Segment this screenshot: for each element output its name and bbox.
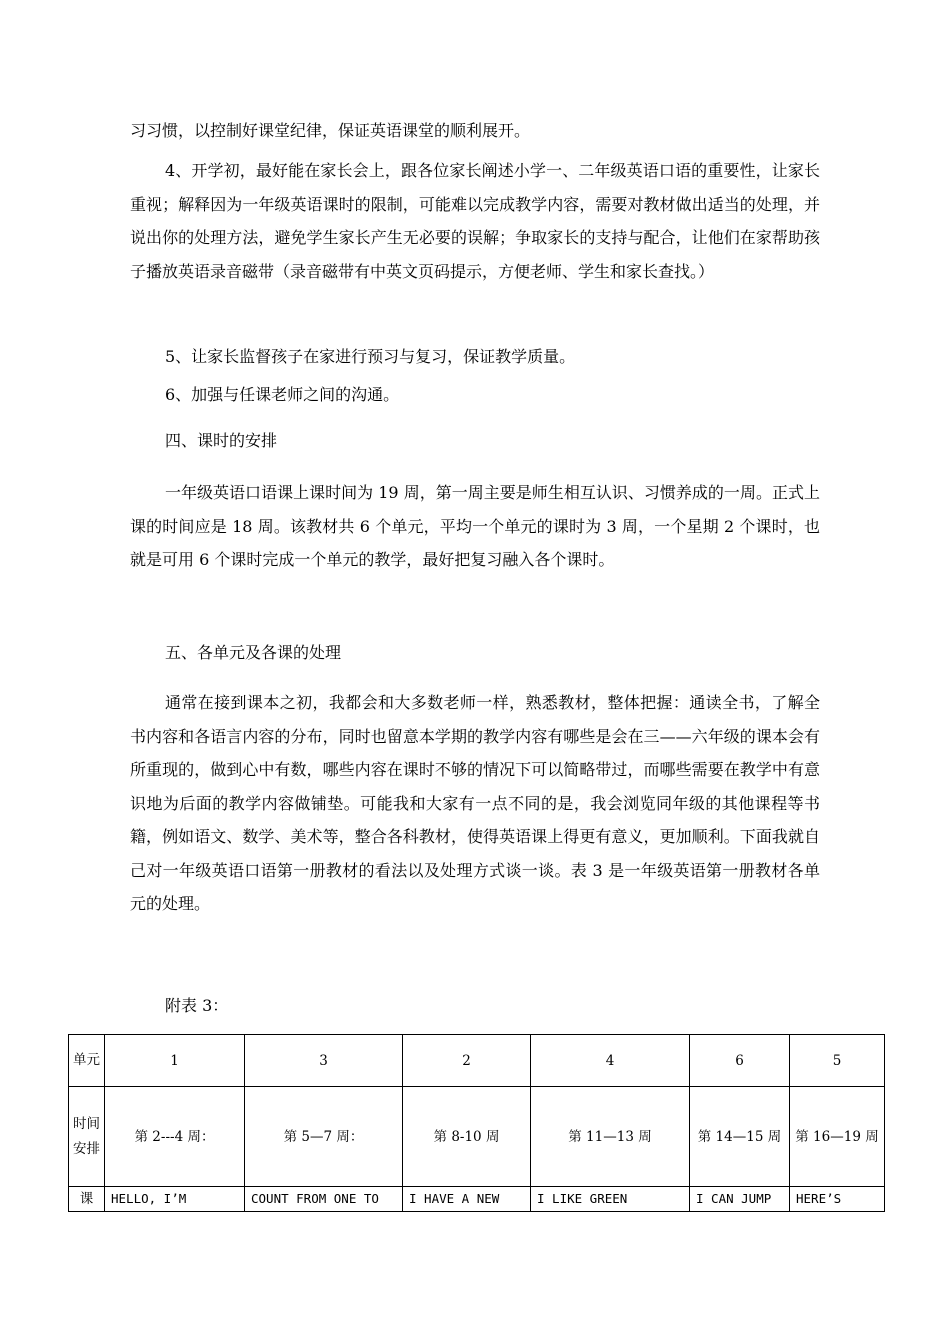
section-heading-5: 五、各单元及各课的处理 (165, 643, 342, 662)
unit-header-cell: 单元 (69, 1035, 105, 1087)
lesson-header-cell: 课 (69, 1187, 105, 1212)
lesson-cell: COUNT FROM ONE TO (245, 1187, 403, 1212)
section-heading-4: 四、课时的安排 (165, 431, 278, 450)
lesson-cell: I LIKE GREEN (531, 1187, 690, 1212)
table-caption: 附表 3： (165, 996, 229, 1015)
paragraph-schedule: 一年级英语口语课上课时间为 19 周，第一周主要是师生相互认识、习惯养成的一周。正式上课的时间应是 18 周。该教材共 6 个单元，平均一个单元的课时为 3 周，一个星期 2 个课时，也就是可用 6 个课时完成一个单元的教学，最好把复习融入各个课时。 (130, 483, 820, 569)
time-cell: 第 14—15 周 (690, 1087, 790, 1187)
paragraph-units: 通常在接到课本之初，我都会和大多数老师一样，熟悉教材，整体把握：通读全书，了解全书内容和各语言内容的分布，同时也留意本学期的教学内容有哪些是会在三——六年级的课本会有所重现的，做到心中有数，哪些内容在课时不够的情况下可以简略带过，而哪些需要在教学中有意识地为后面的教学内容做铺垫。可能我和大家有一点不同的是，我会浏览同年级的其他课程等书籍，例如语文、数学、美术等，整合各科教材，使得英语课上得更有意义，更加顺利。下面我就自己对一年级英语口语第一册教材的看法以及处理方式谈一谈。表 3 是一年级英语第一册教材各单元的处理。 (130, 693, 820, 913)
unit-table (68, 1034, 885, 1212)
time-cell: 第 11—13 周 (531, 1087, 690, 1187)
time-header-cell: 时间安排 (69, 1087, 105, 1187)
paragraph-item-5: 5、让家长监督孩子在家进行预习与复习，保证教学质量。 (165, 347, 576, 366)
time-cell: 第 8-10 周 (403, 1087, 531, 1187)
unit-cell: 5 (790, 1035, 885, 1087)
time-cell: 第 5—7 周： (245, 1087, 403, 1187)
unit-cell: 6 (690, 1035, 790, 1087)
unit-cell: 3 (245, 1035, 403, 1087)
time-cell: 第 2---4 周： (105, 1087, 245, 1187)
paragraph-item-4: 4、开学初，最好能在家长会上，跟各位家长阐述小学一、二年级英语口语的重要性，让家长重视；解释因为一年级英语课时的限制，可能难以完成教学内容，需要对教材做出适当的处理，并说出你的处理方法，避免学生家长产生无必要的误解；争取家长的支持与配合，让他们在家帮助孩子播放英语录音磁带（录音磁带有中英文页码提示，方便老师、学生和家长查找。） (130, 161, 820, 281)
lesson-cell: I CAN JUMP (690, 1187, 790, 1212)
table-row (69, 1187, 885, 1212)
paragraph-continuation: 习习惯，以控制好课堂纪律，保证英语课堂的顺利展开。 (130, 121, 531, 140)
table-row (69, 1035, 885, 1087)
time-cell: 第 16—19 周 (790, 1087, 885, 1187)
lesson-cell: HERE’S (790, 1187, 885, 1212)
unit-cell: 4 (531, 1035, 690, 1087)
table-row (69, 1087, 885, 1187)
lesson-cell: I HAVE A NEW (403, 1187, 531, 1212)
unit-cell: 2 (403, 1035, 531, 1087)
unit-cell: 1 (105, 1035, 245, 1087)
paragraph-item-6: 6、加强与任课老师之间的沟通。 (165, 385, 400, 404)
lesson-cell: HELLO, I’M (105, 1187, 245, 1212)
